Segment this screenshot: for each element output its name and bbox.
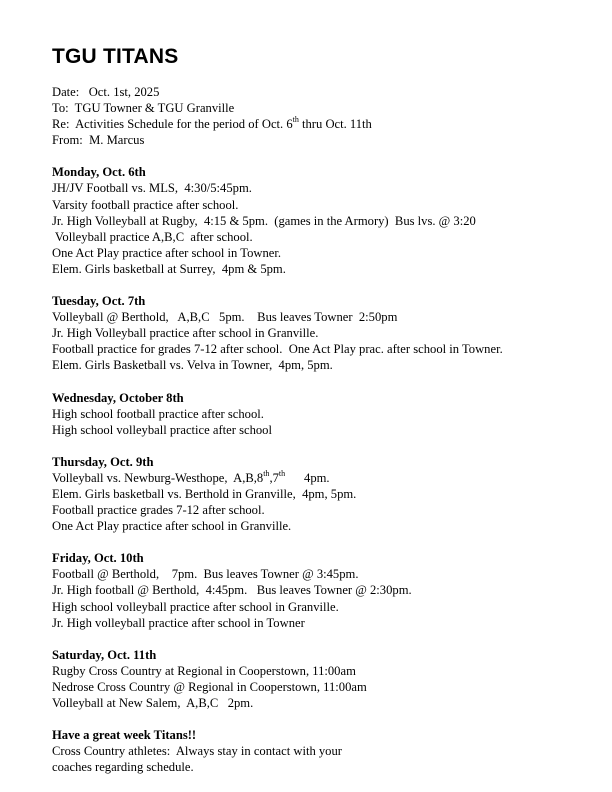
thursday-item: One Act Play practice after school in Granville. [52, 519, 292, 534]
wednesday-heading: Wednesday, October 8th [52, 390, 184, 405]
tuesday-item: Football practice for grades 7-12 after school. One Act Play prac. after school in Towner. [52, 342, 503, 357]
friday-item: High school volleyball practice after school in Granville. [52, 599, 339, 614]
wednesday-section [52, 390, 592, 438]
monday-item: Jr. High Volleyball at Rugby, 4:15 & 5pm. (games in the Armory) Bus lvs. @ 3:20 [52, 213, 476, 228]
friday-item: Football @ Berthold, 7pm. Bus leaves Towner @ 3:45pm. [52, 567, 359, 582]
saturday-item: Rugby Cross Country at Regional in Cooperstown, 11:00am [52, 663, 356, 678]
friday-item: Jr. High volleyball practice after school in Towner [52, 615, 305, 630]
thursday-sup: th [278, 468, 286, 478]
tuesday-item: Jr. High Volleyball practice after school in Granville. [52, 326, 319, 341]
memo-to: To: TGU Towner & TGU Granville [52, 101, 235, 116]
saturday-item: Nedrose Cross Country @ Regional in Cooperstown, 11:00am [52, 679, 367, 694]
memo-re-sup: th [292, 115, 299, 124]
thursday-item-text: Volleyball vs. Newburg-Westhope, A,B,8 [52, 470, 264, 485]
closing-item: Cross Country athletes: Always stay in contact with your [52, 744, 342, 759]
thursday-item: Football practice grades 7-12 after school. [52, 503, 265, 518]
memo-date: Date: Oct. 1st, 2025 [52, 85, 160, 99]
thursday-sup: th [263, 468, 270, 478]
tuesday-heading: Tuesday, Oct. 7th [52, 294, 146, 309]
closing-section [52, 727, 592, 775]
monday-item: Volleyball practice A,B,C after school. [52, 229, 253, 244]
saturday-section [52, 647, 592, 711]
monday-heading: Monday, Oct. 6th [52, 165, 146, 180]
friday-section [52, 550, 592, 630]
monday-item: Varsity football practice after school. [52, 197, 239, 212]
thursday-item [52, 470, 592, 486]
thursday-item-mid: ,7 [269, 470, 279, 485]
saturday-heading: Saturday, Oct. 11th [52, 647, 157, 662]
saturday-item: Volleyball at New Salem, A,B,C 2pm. [52, 696, 254, 710]
memo-re-end: thru Oct. 11th [298, 117, 372, 132]
wednesday-item: High school football practice after school. [52, 406, 264, 421]
thursday-item-end: 4pm. [285, 470, 330, 485]
monday-item: One Act Play practice after school in Towner. [52, 245, 281, 260]
monday-section [52, 164, 592, 277]
friday-heading: Friday, Oct. 10th [52, 551, 144, 566]
memo-from: From: M. Marcus [52, 133, 145, 148]
tuesday-section [52, 293, 592, 373]
thursday-item: Elem. Girls basketball vs. Berthold in Granville, 4pm, 5pm. [52, 486, 357, 501]
closing-heading: Have a great week Titans!! [52, 728, 197, 743]
monday-item: Elem. Girls basketball at Surrey, 4pm & 5pm. [52, 261, 286, 276]
monday-item: JH/JV Football vs. MLS, 4:30/5:45pm. [52, 181, 252, 196]
memo-page [52, 44, 592, 775]
page-title: TGU TITANS [52, 45, 179, 68]
memo-re-text: Re: Activities Schedule for the period of Oct. 6 [52, 117, 293, 132]
closing-item: coaches regarding schedule. [52, 760, 194, 775]
thursday-heading: Thursday, Oct. 9th [52, 454, 154, 469]
friday-item: Jr. High football @ Berthold, 4:45pm. Bus leaves Towner @ 2:30pm. [52, 583, 412, 598]
memo-header [52, 84, 592, 148]
thursday-section [52, 454, 592, 534]
wednesday-item: High school volleyball practice after school [52, 422, 272, 437]
memo-re [52, 116, 592, 132]
tuesday-item: Volleyball @ Berthold, A,B,C 5pm. Bus leaves Towner 2:50pm [52, 310, 398, 325]
tuesday-item: Elem. Girls Basketball vs. Velva in Towner, 4pm, 5pm. [52, 358, 333, 373]
